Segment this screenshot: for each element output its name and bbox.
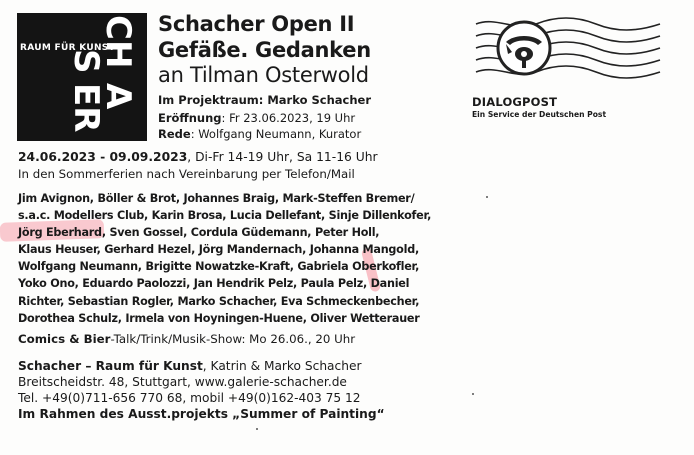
speech-line xyxy=(158,127,361,141)
exhibition-subtitle-2: an Tilman Osterwold xyxy=(158,63,369,87)
logo-wordmark-icon xyxy=(63,13,147,141)
gallery-name: Schacher – Raum für Kunst xyxy=(18,359,203,373)
project-note: Im Rahmen des Ausst.projekts „Summer of Painting“ xyxy=(18,407,385,421)
opening-label: Eröffnung xyxy=(158,111,222,125)
event-line xyxy=(18,332,355,346)
stamp-title: DIALOGPOST xyxy=(472,95,558,109)
date-line xyxy=(18,150,378,164)
artist-line: Dorothea Schulz, Irmela von Hoyningen-Huene, Oliver Wetterauer xyxy=(18,311,420,325)
stamp-subtitle: Ein Service der Deutschen Post xyxy=(472,110,607,119)
speech-label: Rede xyxy=(158,127,191,141)
holiday-note: In den Sommerferien nach Vereinbarung per Telefon/Mail xyxy=(18,167,355,181)
artist-line: Jim Avignon, Böller & Brot, Johannes Braig, Mark-Steffen Bremer/ xyxy=(18,192,415,205)
logo-letters-s: S xyxy=(66,49,106,74)
date-range: 24.06.2023 - 09.09.2023 xyxy=(18,150,188,164)
event-label: Comics & Bier xyxy=(18,332,111,346)
artist-list xyxy=(18,190,432,327)
gallery-phone: Tel. +49(0)711-656 770 68, mobil +49(0)162-403 75 12 xyxy=(18,391,361,405)
event-text: -Talk/Trink/Musik-Show: Mo 26.06., 20 Uhr xyxy=(110,332,356,346)
exhibition-subtitle-1: Gefäße. Gedanken xyxy=(158,38,371,62)
logo-left-block xyxy=(17,13,63,141)
speech-value: : Wolfgang Neumann, Kurator xyxy=(190,127,362,141)
artist-line: Klaus Heuser, Gerhard Hezel, Jörg Mandernach, Johanna Mangold, xyxy=(18,243,419,257)
opening-hours: , Di-Fr 14-19 Uhr, Sa 11-16 Uhr xyxy=(187,150,378,164)
gallery-logo xyxy=(17,13,147,141)
logo-brand-line: RAUM FÜR KUNST xyxy=(20,43,116,53)
exhibition-title: Schacher Open II xyxy=(158,12,355,36)
speck xyxy=(472,393,474,395)
artist-line: Richter, Sebastian Rogler, Marko Schacher, Eva Schmeckenbecher, xyxy=(18,294,420,308)
logo-letters-a: A xyxy=(98,83,138,110)
logo-letters-er: ER xyxy=(66,83,106,133)
posthorn-icon xyxy=(470,14,666,94)
gallery-address: Breitscheidstr. 48, Stuttgart, www.galerie-schacher.de xyxy=(18,375,347,389)
gallery-line xyxy=(18,359,361,373)
speck xyxy=(486,196,488,198)
artist-line: Wolfgang Neumann, Brigitte Nowatzke-Kraft, Gabriela Oberkofler, xyxy=(18,260,420,274)
opening-line xyxy=(158,111,355,125)
project-room-line: Im Projektraum: Marko Schacher xyxy=(158,93,371,107)
artist-line: s.a.c. Modellers Club, Karin Brosa, Lucia Dellefant, Sinje Dillenkofer, xyxy=(18,209,432,223)
speck xyxy=(256,428,258,430)
gallery-owners: , Katrin & Marko Schacher xyxy=(202,359,362,373)
artist-line: Yoko Ono, Eduardo Paolozzi, Jan Hendrik Pelz, Paula Pelz, Daniel xyxy=(18,277,410,291)
opening-value: : Fr 23.06.2023, 19 Uhr xyxy=(221,111,356,125)
artist-line: Jörg Eberhard, Sven Gossel, Cordula Güdemann, Peter Holl, xyxy=(18,226,380,240)
logo-letters-ch: CH xyxy=(98,15,138,69)
